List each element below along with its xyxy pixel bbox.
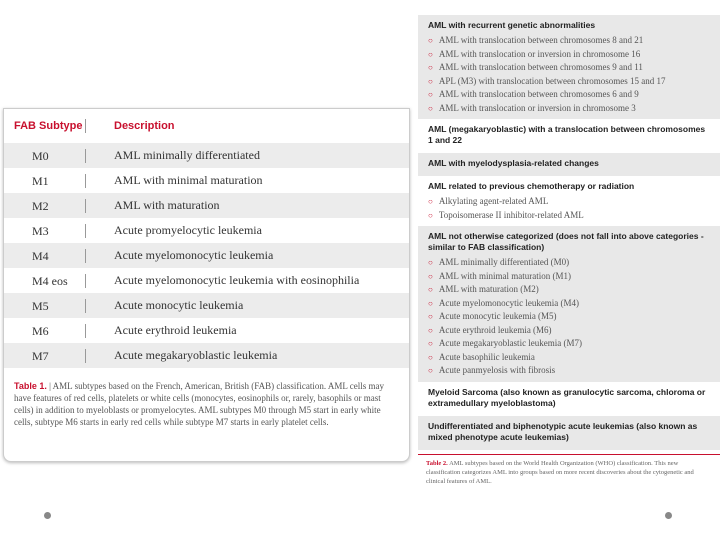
list-item bbox=[428, 75, 712, 89]
bullet-icon: ○ bbox=[428, 76, 433, 86]
description-cell: Acute promyelocytic leukemia bbox=[114, 223, 262, 237]
list-item bbox=[428, 48, 712, 62]
bullet-icon: ○ bbox=[428, 36, 433, 45]
subtype-cell: M2 bbox=[4, 199, 86, 213]
bullet-icon: ○ bbox=[428, 339, 433, 348]
list-item-text: Acute monocytic leukemia (M5) bbox=[438, 311, 557, 321]
who-section bbox=[418, 176, 720, 226]
bullet-icon: ○ bbox=[428, 298, 433, 308]
who-section bbox=[418, 153, 720, 176]
subtype-cell: M3 bbox=[4, 224, 86, 238]
bullet-icon: ○ bbox=[428, 258, 433, 267]
description-cell: AML with maturation bbox=[114, 198, 220, 212]
table-row bbox=[4, 318, 409, 343]
list-item-text: Acute megakaryoblastic leukemia (M7) bbox=[438, 338, 583, 348]
bullet-icon: ○ bbox=[428, 325, 433, 335]
list-item-text: AML with minimal maturation (M1) bbox=[438, 270, 571, 281]
list-item bbox=[428, 61, 712, 75]
bullet-icon: ○ bbox=[428, 271, 433, 281]
who-classification-table bbox=[418, 15, 720, 490]
section-title: AML (megakaryoblastic) with a translocation between chromosomes 1 and 22 bbox=[428, 124, 706, 145]
list-item bbox=[428, 310, 712, 324]
subtype-cell: M7 bbox=[4, 349, 86, 363]
bullet-icon: ○ bbox=[428, 312, 433, 321]
list-item-text: AML with translocation or inversion in chromosome 3 bbox=[438, 102, 636, 113]
description-cell: AML with minimal maturation bbox=[114, 173, 263, 187]
description-cell: Acute myelomonocytic leukemia with eosinophilia bbox=[114, 273, 360, 287]
description-cell: Acute myelomonocytic leukemia bbox=[114, 248, 274, 262]
list-item bbox=[428, 256, 712, 270]
bullet-icon: ○ bbox=[428, 90, 433, 99]
description-cell: Acute monocytic leukemia bbox=[114, 298, 244, 312]
who-section bbox=[418, 119, 720, 153]
list-item-text: AML with translocation between chromosomes 8 and 21 bbox=[438, 35, 644, 45]
who-section bbox=[418, 226, 720, 382]
fab-classification-table bbox=[3, 108, 410, 462]
bullet-icon: ○ bbox=[428, 103, 433, 113]
bullet-icon: ○ bbox=[428, 352, 433, 362]
table-row bbox=[4, 293, 409, 318]
list-item bbox=[428, 297, 712, 311]
list-item-text: AML with translocation between chromosomes 6 and 9 bbox=[438, 89, 639, 99]
list-item bbox=[428, 195, 712, 209]
slide-bullet-icon bbox=[665, 512, 672, 519]
description-cell: Acute erythroid leukemia bbox=[114, 323, 237, 337]
table-row bbox=[4, 218, 409, 243]
who-section bbox=[418, 416, 720, 450]
bullet-icon: ○ bbox=[428, 49, 433, 59]
slide-bullet-icon bbox=[44, 512, 51, 519]
section-title: Undifferentiated and biphenotypic acute leukemias (also known as mixed phenotype acute leukemias) bbox=[428, 420, 698, 442]
list-item-text: Acute myelomonocytic leukemia (M4) bbox=[438, 297, 580, 308]
list-item-text: APL (M3) with translocation between chromosomes 15 and 17 bbox=[438, 75, 666, 86]
list-item-text: Alkylating agent-related AML bbox=[438, 196, 549, 206]
list-item-text: Acute erythroid leukemia (M6) bbox=[438, 324, 552, 335]
subtype-cell: M5 bbox=[4, 299, 86, 313]
table-row bbox=[4, 343, 409, 368]
list-item-text: Acute panmyelosis with fibrosis bbox=[438, 365, 556, 375]
list-item-text: AML with maturation (M2) bbox=[438, 284, 539, 294]
subtype-cell: M6 bbox=[4, 324, 86, 338]
subtype-cell: M4 eos bbox=[4, 274, 86, 288]
table-header bbox=[4, 109, 409, 143]
list-item bbox=[428, 209, 712, 223]
list-item bbox=[428, 283, 712, 297]
section-title: AML with recurrent genetic abnormalities bbox=[428, 20, 596, 30]
list-item bbox=[428, 102, 712, 116]
list-item bbox=[428, 270, 712, 284]
bullet-icon: ○ bbox=[428, 210, 433, 220]
list-item bbox=[428, 364, 712, 378]
section-title: AML related to previous chemotherapy or radiation bbox=[428, 181, 635, 191]
list-item bbox=[428, 351, 712, 365]
subtype-cell: M0 bbox=[4, 149, 86, 163]
section-title: AML not otherwise categorized (does not fall into above categories - similar to FAB classification) bbox=[428, 231, 704, 252]
description-cell: AML minimally differentiated bbox=[114, 148, 260, 162]
subtype-cell: M1 bbox=[4, 174, 86, 188]
caption-label: Table 1. bbox=[14, 381, 47, 391]
list-item-text: Topoisomerase II inhibitor-related AML bbox=[438, 209, 584, 220]
header-subtype: FAB Subtype bbox=[4, 119, 86, 133]
header-description: Description bbox=[114, 120, 175, 132]
list-item bbox=[428, 337, 712, 351]
list-item-text: Acute basophilic leukemia bbox=[438, 351, 535, 362]
subtype-cell: M4 bbox=[4, 249, 86, 263]
section-title: AML with myelodysplasia-related changes bbox=[428, 158, 599, 168]
caption-text: | AML subtypes based on the French, American, British (FAB) classification. AML cells may have features of red cells, platelets or white cells (monocytes, eosinophils or, rarely, basophils or mast cells) in addition to myeloblasts or promyelocytes. AML subtypes M0 through M5 start in early white cells, subtype M6 starts in early red cells while subtype M7 starts in early platelet cells. bbox=[14, 381, 385, 427]
who-section bbox=[418, 382, 720, 416]
table-row bbox=[4, 268, 409, 293]
list-item-text: AML minimally differentiated (M0) bbox=[438, 257, 570, 267]
caption-label: Table 2. bbox=[426, 459, 448, 467]
caption-text: AML subtypes based on the World Health Organization (WHO) classification. This new classification categorizes AML into groups based on more recent discoveries about the cytogenetic and clinical features of AML. bbox=[426, 459, 694, 485]
who-section bbox=[418, 15, 720, 119]
table-row bbox=[4, 243, 409, 268]
table-1-caption bbox=[4, 368, 409, 428]
bullet-icon: ○ bbox=[428, 285, 433, 294]
list-item bbox=[428, 88, 712, 102]
bullet-icon: ○ bbox=[428, 197, 433, 206]
table-row bbox=[4, 193, 409, 218]
table-2-caption bbox=[418, 454, 720, 490]
table-row bbox=[4, 168, 409, 193]
bullet-icon: ○ bbox=[428, 63, 433, 72]
table-row bbox=[4, 143, 409, 168]
list-item bbox=[428, 34, 712, 48]
list-item-text: AML with translocation between chromosomes 9 and 11 bbox=[438, 62, 643, 72]
list-item-text: AML with translocation or inversion in chromosome 16 bbox=[438, 48, 641, 59]
bullet-icon: ○ bbox=[428, 366, 433, 375]
description-cell: Acute megakaryoblastic leukemia bbox=[114, 348, 278, 362]
section-title: Myeloid Sarcoma (also known as granulocytic sarcoma, chloroma or extramedullary myeloblastoma) bbox=[428, 386, 706, 408]
list-item bbox=[428, 324, 712, 338]
